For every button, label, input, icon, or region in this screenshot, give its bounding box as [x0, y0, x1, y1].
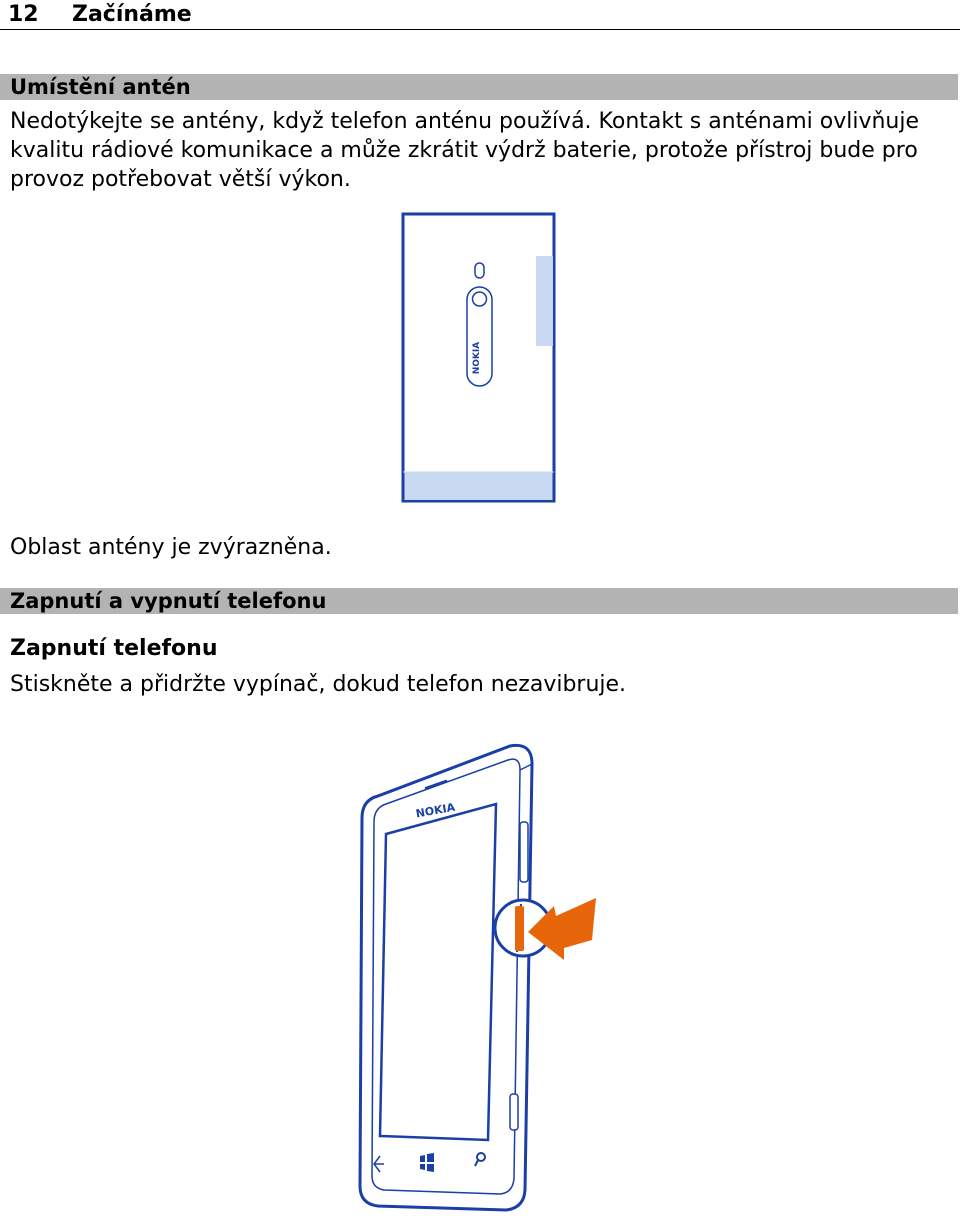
section-header-power: [0, 588, 958, 614]
back-brand-logo: NOKIA: [472, 341, 482, 375]
chapter-title: Začínáme: [72, 2, 192, 27]
section-header-antenna: [0, 74, 958, 100]
power-key: [515, 906, 524, 951]
power-subtitle: Zapnutí telefonu: [10, 636, 218, 661]
power-paragraph: Stiskněte a přidržte vypínač, dokud telefon nezavibruje.: [10, 672, 627, 697]
section-title-antenna: Umístění antén: [10, 75, 191, 99]
volume-key: [520, 822, 528, 882]
screen: [380, 804, 496, 1140]
page-header: [0, 0, 960, 30]
antenna-area-top: [536, 256, 553, 346]
antenna-caption: Oblast antény je zvýrazněna.: [10, 535, 332, 560]
section-title-power: Zapnutí a vypnutí telefonu: [10, 589, 327, 613]
camera-key: [510, 1094, 518, 1130]
page-number: 12: [8, 2, 39, 27]
antenna-area-bottom: [405, 472, 553, 500]
power-figure: [350, 738, 610, 1216]
front-brand-logo: NOKIA: [414, 800, 457, 821]
antenna-paragraph: Nedotýkejte se antény, když telefon anténu používá. Kontakt s anténami ovlivňuje kvalitu rádiové komunikace a může zkrátit výdrž baterie, protože přístroj bude pro provoz potřebovat větší výkon.: [10, 109, 920, 192]
antenna-figure: [398, 210, 562, 508]
